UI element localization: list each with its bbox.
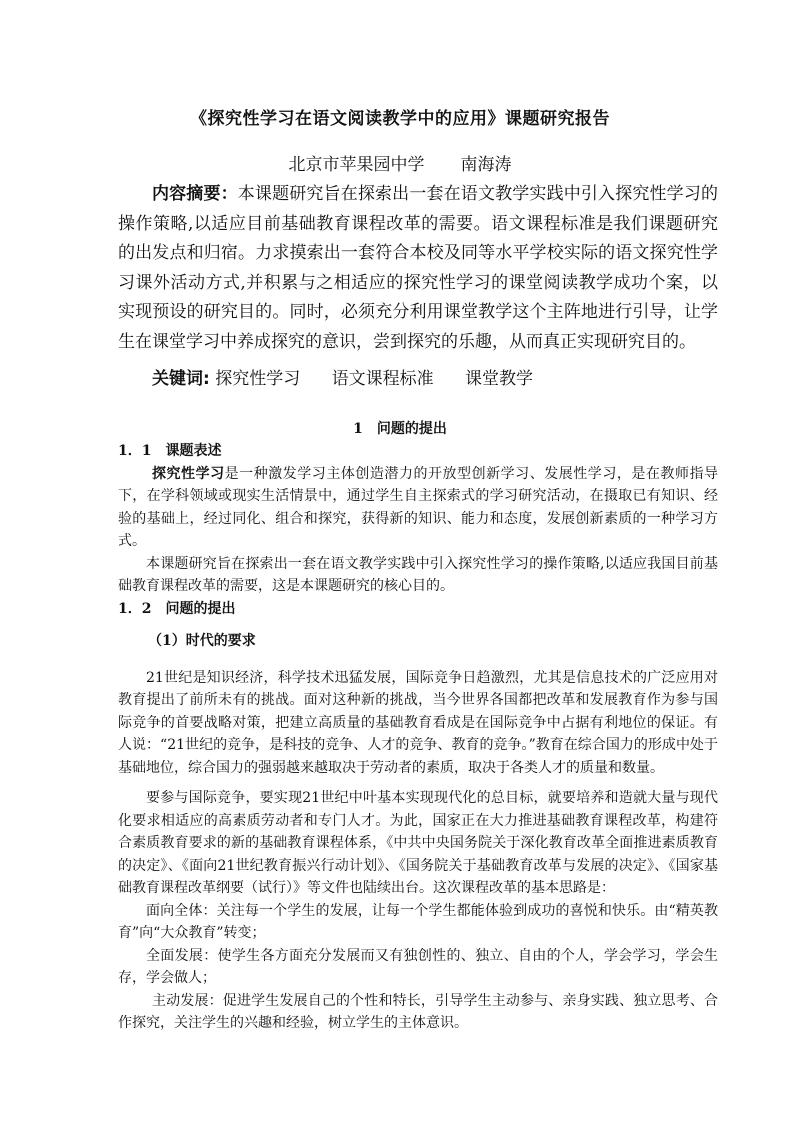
abstract-paragraph <box>118 180 718 357</box>
body-paragraph: 主动发展：促进学生发展自己的个性和特长，引导学生主动参与、亲身实践、独立思考、合作探究，关注学生的兴趣和经验，树立学生的主体意识。 <box>118 992 718 1031</box>
subsection-heading: 1．2 问题的提出 <box>118 600 236 617</box>
body-paragraph: 本课题研究旨在探索出一套在语文教学实践中引入探究性学习的操作策略,以适应我国目前基础教育课程改革的需要，这是本课题研究的核心目的。 <box>118 555 718 594</box>
abstract-label: 内容摘要： <box>152 184 238 204</box>
author-line <box>0 150 800 175</box>
paragraph-text: 是一种激发学习主体创造潜力的开放型创新学习、发展性学习，是在教师指导下，在学科领域或现实生活情景中，通过学生自主探索式的学习研究活动，在摄取已有知识、经验的基础上，经过同化、组合和探究，获得新的知识、能力和态度，发展创新素质的一种学习方式。 <box>118 465 719 549</box>
body-paragraph: 全面发展：使学生各方面充分发展而又有独创性的、独立、自由的个人，学会学习，学会生存，学会做人； <box>118 947 718 986</box>
body-paragraph: 面向全体：关注每一个学生的发展，让每一个学生都能体验到成功的喜悦和快乐。由“精英教育”向“大众教育”转变； <box>118 902 718 941</box>
body-paragraph: 要参与国际竞争，要实现21世纪中叶基本实现现代化的总目标，就要培养和造就大量与现代化要求相适应的高素质劳动者和专门人才。为此，国家正在大力推进基础教育课程改革，构建符合素质教育要求的新的基础教育课程体系，《中共中央国务院关于深化教育改革全面推进素质教育的决定》、《面向21世纪教育振兴行动计划》、《国务院关于基础教育改革与发展的决定》、《国家基础教育课程改革纲要（试行）》等文件也陆续出台。这次课程改革的基本思路是： <box>118 790 718 896</box>
document-body <box>118 440 718 1035</box>
abstract-text: 本课题研究旨在探索出一套在语文教学实践中引入探究性学习的操作策略,以适应目前基础教育课程改革的需要。语文课程标准是我们课题研究的出发点和归宿。力求摸索出一套符合本校及同等水平学校实际的语文探究性学习课外活动方式,并积累与之相适应的探究性学习的课堂阅读教学成功个案，以实现预设的研究目的。同时，必须充分利用课堂教学这个主阵地进行引导，让学生在课堂学习中养成探究的意识，尝到探究的乐趣，从而真正实现研究目的。 <box>118 184 718 352</box>
keywords-label: 关键词: <box>152 369 210 389</box>
subsubsection-heading: （1）时代的要求 <box>148 633 256 649</box>
keywords-line <box>152 364 559 389</box>
body-paragraph <box>118 463 718 553</box>
keyword-item: 语文课程标准 <box>331 369 434 389</box>
author-name: 南海涛 <box>460 155 512 175</box>
subsection-heading: 1．1 课题表述 <box>118 443 222 459</box>
keyword-item: 课堂教学 <box>465 369 534 389</box>
term-bold: 探究性学习 <box>152 465 225 482</box>
keyword-item: 探究性学习 <box>215 369 301 389</box>
author-school: 北京市苹果园中学 <box>288 155 425 175</box>
body-paragraph: 21世纪是知识经济，科学技术迅猛发展，国际竞争日趋激烈，尤其是信息技术的广泛应用对教育提出了前所未有的挑战。面对这种新的挑战，当今世界各国都把改革和发展教育作为参与国际竞争的首要战略对策，把建立高质量的基础教育看成是在国际竞争中占据有利地位的保证。有人说：“21世纪的竞争，是科技的竞争、人才的竞争、教育的竞争。”教育在综合国力的形成中处于基础地位，综合国力的强弱越来越取决于劳动者的素质，取决于各类人才的质量和数量。 <box>118 669 718 776</box>
section-heading: 1 问题的提出 <box>353 421 447 437</box>
document-title: 《探究性学习在语文阅读教学中的应用》课题研究报告 <box>190 109 610 129</box>
